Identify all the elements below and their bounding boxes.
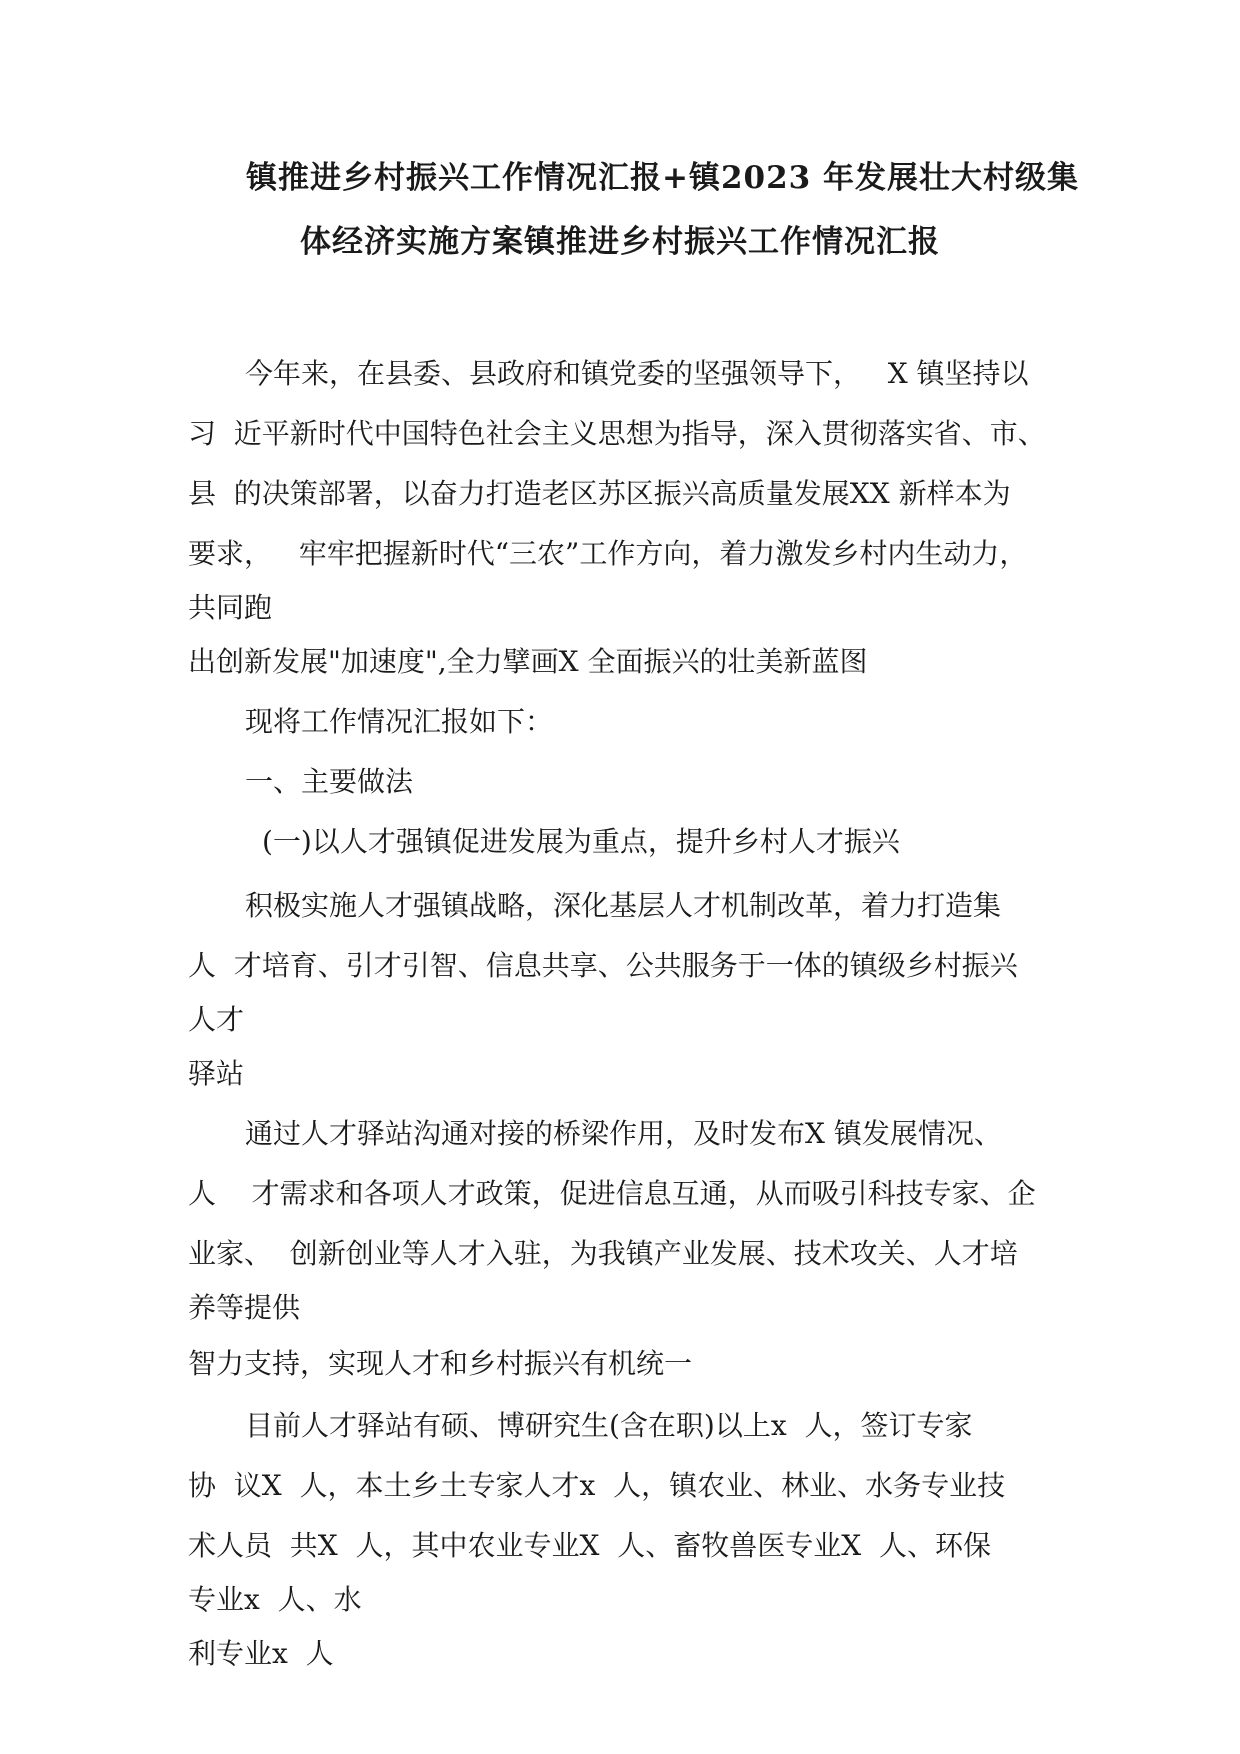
paragraph-line: 智力支持，实现人才和乡村振兴有机统一 xyxy=(188,1347,693,1380)
paragraph-line: 术人员 共X 人，其中农业专业X 人、畜牧兽医专业X 人、环保 xyxy=(188,1529,992,1562)
paragraph-line: 县 的决策部署，以奋力打造老区苏区振兴高质量发展XX 新样本为 xyxy=(188,477,1011,510)
paragraph-line: 今年来，在县委、县政府和镇党委的坚强领导下， X 镇坚持以 xyxy=(245,357,1029,390)
paragraph-line: 要求， 牢牢把握新时代“三农”工作方向，着力激发乡村内生动力， xyxy=(188,537,1028,570)
paragraph-line: 积极实施人才强镇战略，深化基层人才机制改革，着力打造集 xyxy=(245,889,1002,922)
section-heading: 一、主要做法 xyxy=(245,765,414,798)
paragraph-line: 人 才需求和各项人才政策，促进信息互通，从而吸引科技专家、企 xyxy=(188,1177,1036,1210)
document-title-line-2: 体经济实施方案镇推进乡村振兴工作情况汇报 xyxy=(300,224,940,260)
paragraph-line: 目前人才驿站有硕、博研究生(含在职)以上x 人，签订专家 xyxy=(245,1409,973,1442)
paragraph-line: 现将工作情况汇报如下： xyxy=(245,705,554,738)
paragraph-line: 人 才培育、引才引智、信息共享、公共服务于一体的镇级乡村振兴 xyxy=(188,949,1018,982)
paragraph-line: 协 议X 人，本土乡土专家人才x 人，镇农业、林业、水务专业技 xyxy=(188,1469,1006,1502)
document-title-line-1: 镇推进乡村振兴工作情况汇报+镇2023 年发展壮大村级集 xyxy=(246,160,1080,196)
paragraph-line: 业家、 创新创业等人才入驻，为我镇产业发展、技术攻关、人才培 xyxy=(188,1237,1018,1270)
paragraph-line: 人才 xyxy=(188,1003,245,1036)
paragraph-line: 驿站 xyxy=(188,1057,245,1090)
paragraph-line: 习 近平新时代中国特色社会主义思想为指导，深入贯彻落实省、市、 xyxy=(188,417,1046,450)
paragraph-line: 出创新发展"加速度",全力擘画X 全面振兴的壮美新蓝图 xyxy=(188,645,868,678)
paragraph-line: 养等提供 xyxy=(188,1291,301,1324)
paragraph-line: 专业x 人、水 xyxy=(188,1583,362,1616)
paragraph-line: 利专业x 人 xyxy=(188,1637,334,1670)
paragraph-line: 共同跑 xyxy=(188,591,273,624)
subsection-heading: (一)以人才强镇促进发展为重点，提升乡村人才振兴 xyxy=(262,825,900,858)
paragraph-line: 通过人才驿站沟通对接的桥梁作用，及时发布X 镇发展情况、 xyxy=(245,1117,1002,1150)
